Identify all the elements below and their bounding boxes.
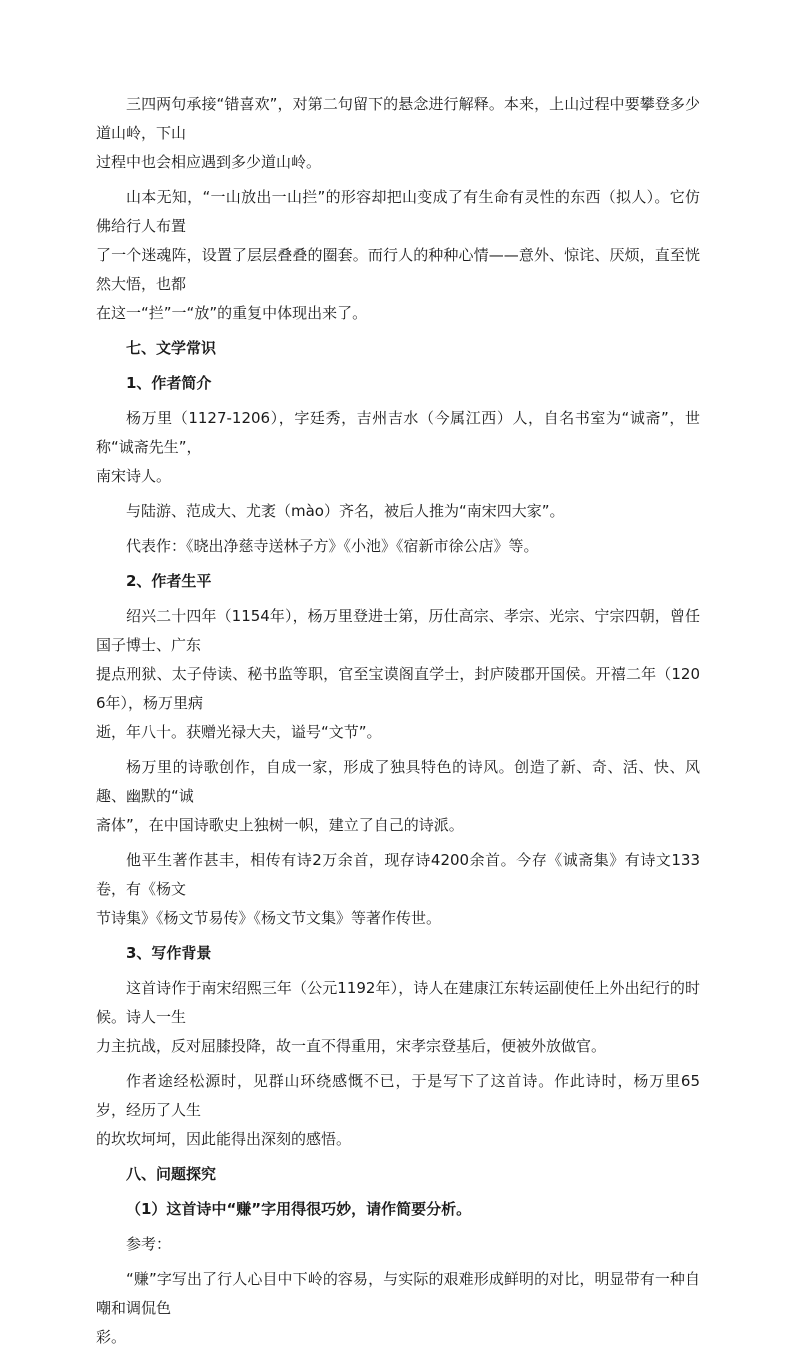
paragraph-answer <box>96 1265 700 1352</box>
text-line: 斋体”，在中国诗歌史上独树一帜，建立了自己的诗派。 <box>96 816 464 834</box>
text-line: 这首诗作于南宋绍熙三年（公元1192年），诗人在建康江东转运副使任上外出纪行的时候。诗人一生 <box>96 979 700 1026</box>
text-line: 代表作：《晓出净慈寺送林子方》《小池》《宿新市徐公店》等。 <box>126 537 539 555</box>
text-line: 三四两句承接“错喜欢”，对第二句留下的悬念进行解释。本来，上山过程中要攀登多少道山岭，下山 <box>96 95 700 142</box>
text-line: 参考： <box>126 1235 172 1253</box>
subheading-writing-background: 3、写作背景 <box>126 944 212 962</box>
text-line: 的坎坎坷坷，因此能得出深刻的感悟。 <box>96 1130 352 1148</box>
section-heading-literary-knowledge: 七、文学常识 <box>126 339 217 357</box>
subheading-author-intro: 1、作者简介 <box>126 374 212 392</box>
paragraph-analysis-2 <box>96 183 700 328</box>
text-line: “赚”字写出了行人心目中下岭的容易，与实际的艰难形成鲜明的对比，明显带有一种自嘲和调侃色 <box>96 1270 700 1317</box>
question-1: （1）这首诗中“赚”字用得很巧妙，请作简要分析。 <box>126 1200 472 1218</box>
document-page <box>96 90 700 1358</box>
text-line: 绍兴二十四年（1154年），杨万里登进士第，历仕高宗、孝宗、光宗、宁宗四朝，曾任国子博士、广东 <box>96 607 700 654</box>
text-line: 节诗集》《杨文节易传》《杨文节文集》等著作传世。 <box>96 909 442 927</box>
subheading-author-life: 2、作者生平 <box>126 572 212 590</box>
text-line: 在这一“拦”一“放”的重复中体现出来了。 <box>96 304 368 322</box>
text-line: 力主抗战，反对屈膝投降，故一直不得重用，宋孝宗登基后，便被外放做官。 <box>96 1037 607 1055</box>
text-line: 杨万里（1127-1206），字廷秀，吉州吉水（今属江西）人，自名书室为“诚斋”，世称“诚斋先生”， <box>96 409 700 456</box>
section-heading-question-exploration: 八、问题探究 <box>126 1165 217 1183</box>
paragraph-author-intro <box>96 404 700 491</box>
text-line: 杨万里的诗歌创作，自成一家，形成了独具特色的诗风。创造了新、奇、活、快、风趣、幽默的“诚 <box>96 758 700 805</box>
paragraph-works <box>96 846 700 933</box>
paragraph-representative-works <box>96 532 700 561</box>
paragraph-poetic-style <box>96 753 700 840</box>
paragraph-four-masters <box>96 497 700 526</box>
text-line: 与陆游、范成大、尤袤（mào）齐名，被后人推为“南宋四大家”。 <box>126 502 565 520</box>
paragraph-author-career <box>96 602 700 747</box>
reference-label <box>96 1230 700 1259</box>
paragraph-analysis-1 <box>96 90 700 177</box>
text-line: 过程中也会相应遇到多少道山岭。 <box>96 153 322 171</box>
text-line: 了一个迷魂阵，设置了层层叠叠的圈套。而行人的种种心情——意外、惊诧、厌烦，直至恍然大悟，也都 <box>96 246 700 293</box>
text-line: 作者途经松源时，见群山环绕感慨不已，于是写下了这首诗。作此诗时，杨万里65岁，经历了人生 <box>96 1072 700 1119</box>
text-line: 南宋诗人。 <box>96 467 172 485</box>
text-line: 山本无知，“一山放出一山拦”的形容却把山变成了有生命有灵性的东西（拟人）。它仿佛给行人布置 <box>96 188 700 235</box>
text-line: 他平生著作甚丰，相传有诗2万余首，现存诗4200余首。今存《诚斋集》有诗文133卷，有《杨文 <box>96 851 700 898</box>
text-line: 彩。 <box>96 1328 127 1346</box>
paragraph-background-1 <box>96 974 700 1061</box>
text-line: 逝，年八十。获赠光禄大夫，谥号“文节”。 <box>96 723 382 741</box>
text-line: 提点刑狱、太子侍读、秘书监等职，官至宝谟阁直学士，封庐陵郡开国侯。开禧二年（1206年），杨万里病 <box>96 665 700 712</box>
paragraph-background-2 <box>96 1067 700 1154</box>
